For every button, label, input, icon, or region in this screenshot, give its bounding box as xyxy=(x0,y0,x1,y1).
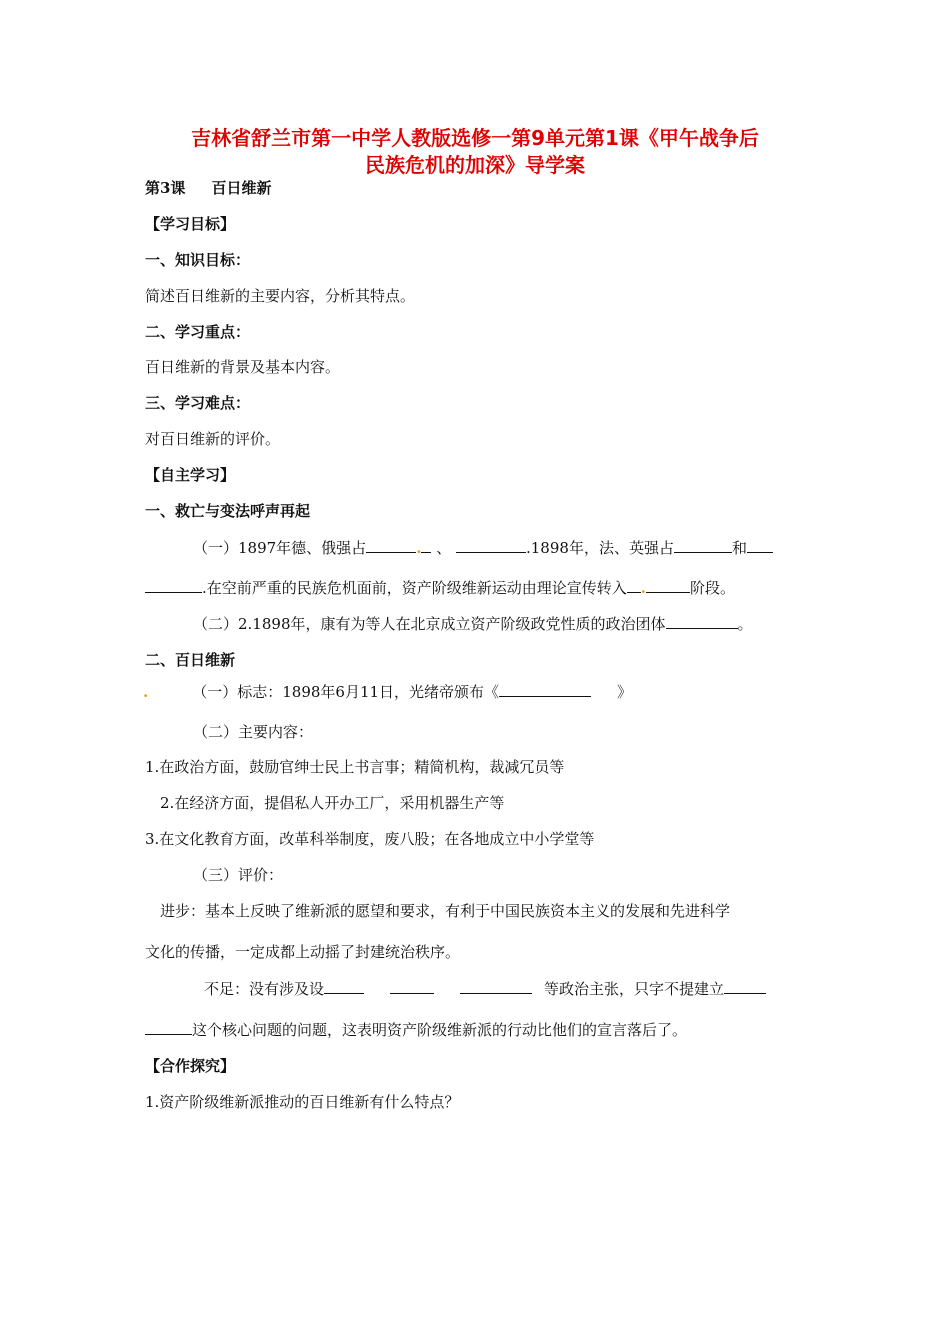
lesson-name: 百日维新 xyxy=(211,179,272,197)
blank-13[interactable] xyxy=(145,1019,192,1035)
lack-text-b: 等政治主张，只字不提建立 xyxy=(544,980,725,998)
blank-7[interactable] xyxy=(666,613,738,629)
content-item-3: 3.在文化教育方面，改革科举制度，废八股；在各地成立中小学堂等 xyxy=(145,830,595,848)
p3-text-a: （二）2.1898年，康有为等人在北京成立资产阶级政党性质的政治团体 xyxy=(193,615,666,633)
stray-dot: . xyxy=(640,579,647,597)
part2-title: 二、百日维新 xyxy=(145,651,236,669)
knowledge-label: 一、知识目标： xyxy=(145,251,251,269)
knowledge-text: 简述百日维新的主要内容，分析其特点。 xyxy=(145,287,416,305)
document-title-line2: 民族危机的加深》导学案 xyxy=(365,153,585,177)
p1-text-c: .1898年，法、英强占 xyxy=(526,539,674,557)
lesson-heading xyxy=(145,178,271,198)
key-label: 二、学习重点： xyxy=(145,323,251,341)
lesson-number: 第3课 xyxy=(145,179,186,197)
document-title-line1: 吉林省舒兰市第一中学人教版选修一第9单元第1课《甲午战争后 xyxy=(191,126,759,150)
lack-text-2: 这个核心问题的问题，这表明资产阶级维新派的行动比他们的宣言落后了。 xyxy=(192,1021,688,1039)
blank-1b[interactable] xyxy=(421,537,431,553)
lack-line-2 xyxy=(145,1019,687,1040)
blank-5[interactable] xyxy=(145,577,202,593)
difficult-text: 对百日维新的评价。 xyxy=(145,430,281,448)
blank-1[interactable] xyxy=(366,537,416,553)
blank-2[interactable] xyxy=(456,537,526,553)
blank-10[interactable] xyxy=(390,978,434,994)
paragraph-2 xyxy=(145,577,735,598)
sign-text-a: （一）标志：1898年6月11日，光绪帝颁布《 xyxy=(192,683,500,701)
blank-6b[interactable] xyxy=(646,577,690,593)
progress-line-2: 文化的传播，一定成都上动摇了封建统治秩序。 xyxy=(145,943,461,961)
paragraph-3 xyxy=(193,613,753,634)
p2-text-a: .在空前严重的民族危机面前，资产阶级维新运动由理论宣传转入 xyxy=(202,579,627,597)
lack-text-a: 不足：没有涉及设 xyxy=(204,980,325,998)
blank-11[interactable] xyxy=(460,978,532,994)
progress-line-1: 进步：基本上反映了维新派的愿望和要求，有利于中国民族资本主义的发展和先进科学 xyxy=(160,902,731,920)
coop-header: 【合作探究】 xyxy=(145,1057,236,1075)
blank-12[interactable] xyxy=(724,978,766,994)
blank-6[interactable] xyxy=(627,577,641,593)
p1-text-b: 、 xyxy=(436,539,452,557)
eval-label: （三）评价： xyxy=(193,866,284,884)
stray-dot: . xyxy=(143,683,149,701)
lack-line-1 xyxy=(204,978,766,999)
question-1: 1.资产阶级维新派推动的百日维新有什么特点？ xyxy=(145,1093,460,1111)
goals-header: 【学习目标】 xyxy=(145,215,236,233)
key-text: 百日维新的背景及基本内容。 xyxy=(145,358,341,376)
blank-9[interactable] xyxy=(324,978,364,994)
p1-text-a: （一）1897年德、俄强占 xyxy=(193,539,367,557)
self-study-header: 【自主学习】 xyxy=(145,466,236,484)
content-label: （二）主要内容： xyxy=(193,723,314,741)
sign-text-b: 》 xyxy=(617,683,633,701)
content-item-2: 2.在经济方面，提倡私人开办工厂，采用机器生产等 xyxy=(160,794,505,812)
part1-title: 一、救亡与变法呼声再起 xyxy=(145,502,311,520)
p1-text-d: 和 xyxy=(731,539,747,557)
blank-8[interactable] xyxy=(499,681,591,697)
blank-3[interactable] xyxy=(674,537,732,553)
stray-dot: . xyxy=(416,539,422,557)
paragraph-1 xyxy=(193,537,773,558)
content-item-1: 1.在政治方面，鼓励官绅士民上书言事；精简机构，裁减冗员等 xyxy=(145,758,565,776)
sign-line xyxy=(143,681,632,702)
p3-text-b: 。 xyxy=(737,615,753,633)
p2-text-b: 阶段。 xyxy=(690,579,736,597)
difficult-label: 三、学习难点： xyxy=(145,394,251,412)
blank-4[interactable] xyxy=(747,537,773,553)
